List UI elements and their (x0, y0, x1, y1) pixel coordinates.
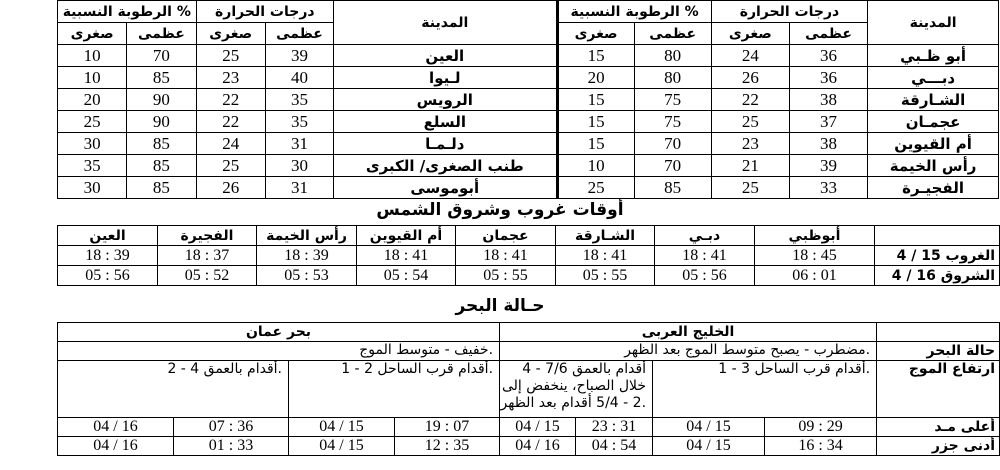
temp-max: 39 (265, 45, 333, 67)
right-temperature-header: درجات الحرارة (711, 1, 867, 23)
humidity-max: 70 (127, 45, 196, 67)
weather-row (58, 67, 999, 89)
gulf-wave-deep: 4 - 7/6 أقدام بالعمق خلال الصباح، ينخفض إلى 2 - 5/4 أقدام بعد الظهر. (500, 361, 653, 418)
humidity-min: 15 (557, 111, 634, 133)
sunset-time: 18 : 45 (755, 246, 875, 266)
right-humidity-min-header: صغرى (557, 23, 634, 45)
temp-min: 24 (711, 45, 789, 67)
weather-row (58, 155, 999, 177)
sunrise-time: 05 : 53 (257, 266, 357, 286)
temp-max: 39 (789, 155, 867, 177)
city-name: العين (334, 45, 557, 67)
humidity-min: 15 (557, 89, 634, 111)
city-name: أم القيوين (868, 133, 999, 155)
sunrise-time: 05 : 54 (357, 266, 456, 286)
sunset-time: 18 : 41 (357, 246, 456, 266)
city-name: الفجيـرة (868, 177, 999, 199)
city-name: لـيوا (334, 67, 557, 89)
temp-min: 22 (711, 89, 789, 111)
sea-state-table (57, 322, 1000, 456)
weather-row (58, 89, 999, 111)
sun-city-header: عجمان (456, 226, 556, 246)
high-tide-value: 04 / 15 (653, 418, 765, 437)
low-tide-value: 04 / 16 (58, 437, 174, 456)
temp-min: 24 (196, 133, 265, 155)
humidity-max: 85 (127, 177, 196, 199)
sun-city-header: أم القيوين (357, 226, 456, 246)
low-tide-value: 01 : 33 (174, 437, 289, 456)
high-tide-row (58, 418, 1000, 437)
humidity-min: 15 (557, 133, 634, 155)
temp-max: 36 (789, 45, 867, 67)
sunset-time: 18 : 41 (556, 246, 655, 266)
sun-times-title: أوقات غروب وشروق الشمس (376, 200, 624, 220)
high-tide-value: 07 : 36 (174, 418, 289, 437)
low-tide-value: 04 / 15 (653, 437, 765, 456)
low-tide-row (58, 437, 1000, 456)
temp-min: 22 (196, 89, 265, 111)
oman-sea-state: خفيف - متوسط الموج. (58, 342, 500, 361)
temp-min: 25 (711, 177, 789, 199)
sunrise-time: 06 : 01 (755, 266, 875, 286)
weather-row (58, 111, 999, 133)
temp-max: 36 (789, 67, 867, 89)
high-tide-value: 04 / 15 (500, 418, 576, 437)
sun-city-header: الفجيرة (158, 226, 257, 246)
sun-city-header: الشـارقة (556, 226, 655, 246)
temp-min: 23 (196, 67, 265, 89)
humidity-min: 25 (58, 111, 127, 133)
temp-max: 35 (265, 111, 333, 133)
city-name: طنب الصغرى/ الكبرى (334, 155, 557, 177)
sun-city-header: أبوظبي (755, 226, 875, 246)
humidity-max: 90 (127, 89, 196, 111)
sunset-time: 18 : 39 (58, 246, 158, 266)
humidity-min: 10 (58, 67, 127, 89)
temp-max: 35 (265, 89, 333, 111)
temp-min: 25 (196, 45, 265, 67)
humidity-max: 85 (127, 133, 196, 155)
left-humidity-min-header: صغرى (58, 23, 127, 45)
sun-city-header: دبـي (655, 226, 755, 246)
right-humidity-header: الرطوبة النسبية % (557, 1, 711, 23)
left-temp-min-header: صغرى (196, 23, 265, 45)
high-tide-label: أعلى مـد (877, 418, 1000, 437)
temp-min: 21 (711, 155, 789, 177)
humidity-min: 15 (557, 45, 634, 67)
humidity-max: 80 (634, 45, 711, 67)
sea-corner-cell (877, 323, 1000, 342)
humidity-min: 30 (58, 133, 127, 155)
low-tide-value: 12 : 35 (395, 437, 500, 456)
sea-state-title: حـالة البحر (455, 296, 545, 316)
city-name: رأس الخيمة (868, 155, 999, 177)
sunset-time: 18 : 39 (257, 246, 357, 266)
gulf-sea-state: مضطرب - يصبح متوسط الموج بعد الظهر. (500, 342, 877, 361)
sea-state-label: حالة البحر (877, 342, 1000, 361)
humidity-min: 10 (557, 155, 634, 177)
weather-row (58, 45, 999, 67)
low-tide-value: 16 : 34 (765, 437, 877, 456)
sun-city-header: رأس الخيمة (257, 226, 357, 246)
sun-times-header-row (58, 226, 1000, 246)
city-name: دبـــي (868, 67, 999, 89)
city-name: عجمـان (868, 111, 999, 133)
oman-wave-deep: 2 - 4 أقدام بالعمق. (58, 361, 289, 418)
temp-max: 30 (265, 155, 333, 177)
sunset-row (58, 246, 1000, 266)
left-humidity-max-header: عظمى (127, 23, 196, 45)
right-temp-max-header: عظمى (789, 23, 867, 45)
left-temp-max-header: عظمى (265, 23, 333, 45)
left-humidity-header: الرطوبة النسبية % (58, 1, 197, 23)
sun-city-header: العين (58, 226, 158, 246)
city-name: أبو ظـبي (868, 45, 999, 67)
temp-min: 23 (711, 133, 789, 155)
sunrise-time: 05 : 52 (158, 266, 257, 286)
temp-max: 40 (265, 67, 333, 89)
humidity-max: 75 (634, 89, 711, 111)
sunrise-time: 05 : 56 (655, 266, 755, 286)
sunset-label: الغروب 15 / 4 (875, 246, 1000, 266)
temp-max: 38 (789, 89, 867, 111)
humidity-max: 90 (127, 111, 196, 133)
left-temperature-header: درجات الحرارة (196, 1, 333, 23)
temp-max: 37 (789, 111, 867, 133)
humidity-min: 25 (557, 177, 634, 199)
weather-rows (58, 45, 999, 199)
right-temp-min-header: صغرى (711, 23, 789, 45)
humidity-max: 85 (634, 177, 711, 199)
temp-min: 26 (196, 177, 265, 199)
sunset-time: 18 : 37 (158, 246, 257, 266)
weather-row (58, 177, 999, 199)
right-humidity-max-header: عظمى (634, 23, 711, 45)
oman-wave-coast: 1 - 2 أقدام قرب الساحل. (289, 361, 500, 418)
low-tide-value: 04 / 16 (500, 437, 576, 456)
oman-sea-header: بحر عمان (58, 323, 500, 342)
city-name: الشـارقة (868, 89, 999, 111)
city-name: السلع (334, 111, 557, 133)
humidity-min: 20 (58, 89, 127, 111)
humidity-max: 70 (634, 155, 711, 177)
humidity-min: 20 (557, 67, 634, 89)
sun-times-table (57, 225, 1000, 286)
gulf-header: الخليج العربى (500, 323, 877, 342)
sunrise-label: الشروق 16 / 4 (875, 266, 1000, 286)
gulf-wave-coast: 1 - 3 أقدام قرب الساحل. (653, 361, 877, 418)
temp-min: 22 (196, 111, 265, 133)
low-tide-label: أدنى جزر (877, 437, 1000, 456)
humidity-min: 35 (58, 155, 127, 177)
humidity-min: 10 (58, 45, 127, 67)
humidity-max: 80 (634, 67, 711, 89)
sunrise-time: 05 : 55 (556, 266, 655, 286)
temp-max: 33 (789, 177, 867, 199)
high-tide-value: 04 / 16 (58, 418, 174, 437)
low-tide-value: 04 : 54 (576, 437, 653, 456)
city-name: دلـمـا (334, 133, 557, 155)
sunrise-time: 05 : 55 (456, 266, 556, 286)
wave-height-label: ارتفاع الموج (877, 361, 1000, 418)
left-city-header: المدينة (334, 1, 557, 45)
high-tide-value: 04 / 15 (289, 418, 395, 437)
temp-min: 25 (196, 155, 265, 177)
weather-table (57, 0, 999, 199)
sunset-time: 18 : 41 (456, 246, 556, 266)
humidity-max: 70 (634, 133, 711, 155)
temp-max: 31 (265, 177, 333, 199)
sunset-time: 18 : 41 (655, 246, 755, 266)
city-name: أبوموسى (334, 177, 557, 199)
temp-max: 38 (789, 133, 867, 155)
sun-corner-cell (875, 226, 1000, 246)
temp-min: 26 (711, 67, 789, 89)
humidity-max: 75 (634, 111, 711, 133)
right-city-header: المدينة (868, 1, 999, 45)
high-tide-value: 23 : 31 (576, 418, 653, 437)
temp-max: 31 (265, 133, 333, 155)
low-tide-value: 04 / 15 (289, 437, 395, 456)
humidity-min: 30 (58, 177, 127, 199)
humidity-max: 85 (127, 155, 196, 177)
humidity-max: 85 (127, 67, 196, 89)
temp-min: 25 (711, 111, 789, 133)
city-name: الرويس (334, 89, 557, 111)
sunrise-time: 05 : 56 (58, 266, 158, 286)
high-tide-value: 09 : 29 (765, 418, 877, 437)
high-tide-value: 19 : 07 (395, 418, 500, 437)
weather-row (58, 133, 999, 155)
sunrise-row (58, 266, 1000, 286)
